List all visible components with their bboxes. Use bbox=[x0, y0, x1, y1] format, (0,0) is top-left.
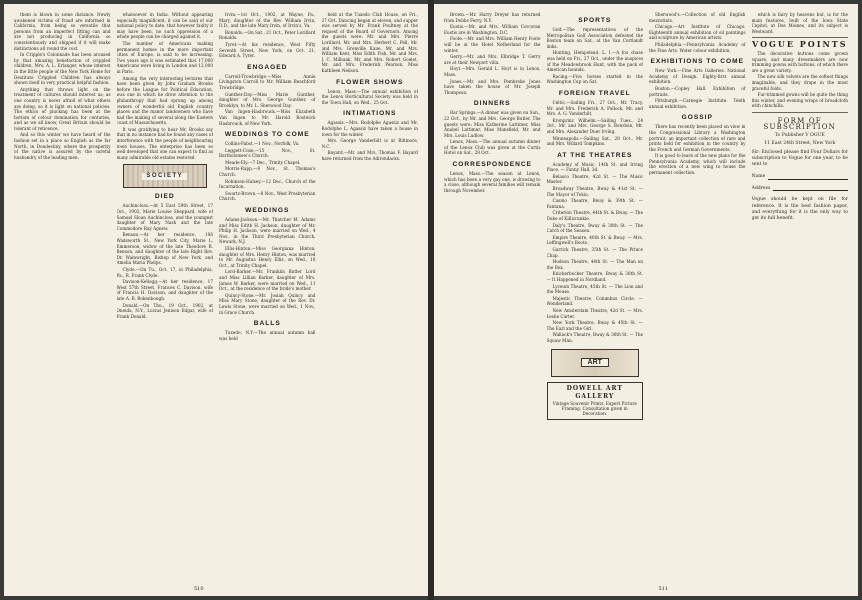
paragraph: Robinson-Halsey.—12 Dec., Church of the Incarnation. bbox=[219, 178, 316, 190]
section-heading-dinners: DINNERS bbox=[473, 100, 511, 108]
theatre-listing: Criterion Theatre, 44th St. & Bway. — The Duke of Killicrankie. bbox=[546, 210, 643, 222]
theatre-listing: Hudson Theatre, 44th St. — The Man on the Box. bbox=[546, 259, 643, 270]
paragraph: Davison-Kellogg.—At her residence, 17 West 57th Street, Frances C. Davison, wife of Francis H. Davison, and daughter of the late A. B. Rokenbough. bbox=[116, 279, 213, 301]
paragraph: Adams-Jackson.—Mr. Thatcher M. Adams and Miss Edith H. Jackson, daughter of Mr. Philip H. Jackson, were married on Wed., 4 Nov., in the Third Presbyterian Church, Newark, N.J. bbox=[219, 217, 316, 245]
paragraph: Golf.—The representatives of the Metropolitan Golf Association defeated the Boston team on Sat., at the Van Cortlandt links. bbox=[546, 27, 643, 49]
art-label: ART bbox=[581, 358, 609, 368]
paragraph: The number of Americans making permanent homes in the more important cities of Europe, is said to be increasing. Two years ago it was estimated that 17,000 Americans were living in London and 12,000 in Paris. bbox=[116, 40, 213, 74]
paragraph: It is good to learn of the new plans for the Pennsylvania Academy, which will include the erection of a new wing to house the permanent collection. bbox=[649, 153, 746, 176]
paragraph: Hunting, Hempstead, L. I.—A fox chase was held on Fri., 27 Oct., under the auspices of the Meadowbrook Hunt, with the pack of American hounds. bbox=[546, 50, 643, 73]
paragraph: Anything that throws light on the treatment of cultures should interest us; as one country is never afraid of what others are doing, so it is light on national policies. The ethics of plucking has been at the bottom of colour domination for centuries, and as we all know, Great Britain should be tolerant of reticence. bbox=[14, 86, 111, 131]
paragraph: Kronprinz Wilhelm.—Sailing Tues., 24 Oct., Mr. and Mrs. George S. Bowdoin, Mr. and Mrs. Alexander Duer Irving. bbox=[546, 117, 643, 134]
paragraph: Bayard.—Mr. and Mrs. Thomas F. Bayard have returned from the Adirondacks. bbox=[321, 150, 418, 161]
paragraph: Donald.—On Thu., 19 Oct., 1902, at Oneida, N.Y., Lucius Jenison Edgar, wife of Frank Donald. bbox=[116, 302, 213, 319]
right-col-3 bbox=[649, 12, 746, 580]
address-label: Address bbox=[751, 185, 771, 191]
section-heading-exhibitions: EXHIBITIONS TO COME bbox=[650, 58, 745, 66]
subscription-form-title: FORM OF SUBSCRIPTION bbox=[763, 116, 836, 131]
section-heading-flower-shows: FLOWER SHOWS bbox=[336, 78, 404, 86]
paragraph: Auchincloss.—At 5 East 59th Street, 17 Oct., 1902, Marie Louise Sheppard, wife of Samuel Sloan Auchincloss, and the youngest daughter of Mary Nash and the late Commodore Ray Agnew. bbox=[116, 203, 213, 231]
theatre-listing: Garrick Theatre, 35th St. — The Prince Chap. bbox=[546, 247, 643, 258]
paragraph: Philadelphia.—Pennsylvania Academy of the Fine Arts. Water colour exhibition. bbox=[649, 41, 746, 53]
paragraph: Meade-Ely.—7 Dec., Trinity Chapel. bbox=[225, 159, 301, 165]
paragraph: which is fairy by heavens but, is for the main features, built of the Iowa State Capitol, at Des Moines, and its subject is Westward. bbox=[751, 12, 848, 34]
left-col-2 bbox=[117, 12, 214, 580]
paragraph: It was gratifying to hear Mr. Brooks say that in no instance had he found any cases of interference with the people of neighbouring town houses. The enterprise has been so well developed that one can expect to find as many admirable old estates restored. bbox=[116, 126, 213, 160]
paragraph: Ronalds.—On Sat., 21 Oct., Peter Lorillard Ronalds. bbox=[219, 29, 316, 41]
paragraph: Eustis.—Mr. and Mrs. William Corcoran Eustis are in Washington, D.C. bbox=[444, 24, 541, 35]
name-blank[interactable] bbox=[768, 175, 848, 180]
right-col-4 bbox=[752, 12, 849, 580]
paragraph: Gerry.—Mr. and Mrs. Elbridge T. Gerry are at their Newport villa. bbox=[444, 54, 541, 65]
paragraph: Ellis-Hinton.—Miss Georgiana Hinton, daughter of Mrs. Henry Hinton, was married to Mr. Augustus Henry Ellis, on Wed., 18 Oct., at Trinity Chapel. bbox=[219, 246, 316, 268]
paragraph: Quincy-Stone.—Mr. Josiah Quincy and Miss Mary Stone, daughter of the Rev. Dr. Lewis Stone, were married on Wed., 1 Nov., in Grace Church. bbox=[219, 292, 316, 315]
ad-text: Vintage Souvenir Prints. Expert Picture Framing. Consultation given in Decoration. bbox=[552, 400, 637, 417]
form-address: 11 East 24th Street, New York bbox=[764, 141, 836, 147]
section-heading-weddings-to-come: WEDDINGS TO COME bbox=[224, 131, 310, 139]
divider bbox=[752, 37, 849, 38]
paragraph: Minneapolis.—Sailing Sat., 28 Oct., Mr. and Mrs. Willard Tompkins. bbox=[546, 135, 643, 147]
theatre-listing: Wallack's Theatre, Bway & 30th St. — The Squaw Man. bbox=[546, 332, 643, 343]
theatre-listing: Casino Theatre, Bway & 39th St. — Fantana. bbox=[546, 198, 643, 209]
paragraph: Irvin.—1st Oct., 1902, at Wayne, Pa., Mary, daughter of the Rev. William Irvin, D.D., and the late Mary Irvin, of Irvin's, Va. bbox=[219, 12, 316, 29]
theatre-listing: Daly's Theatre, Bway & 30th St. — The Catch of the Season. bbox=[546, 222, 643, 234]
form-addressee: To Publisher V OGUE bbox=[774, 133, 825, 139]
section-heading-died: DIED bbox=[154, 193, 175, 201]
paragraph: Van Ingen-Hasbrouck.—Miss Elizabeth Van Ingen to Mr. Harold Bostwick Hasbrouck, of New York. bbox=[219, 109, 316, 126]
theatre-listing: Majestic Theatre, Columbus Circle. — Wonderland. bbox=[546, 295, 643, 307]
section-heading-gossip: GOSSIP bbox=[681, 114, 713, 122]
left-page bbox=[4, 4, 428, 596]
paragraph: held at the Tuxedo Club House, on Fri., 27 Oct. Dancing began at eleven, and supper was served by Mr. Frank Poultney at the request of the Board of Governors. Among the guests were: Mr. and Mrs. Pierre Lorillard, Mr. and Mrs. Herbert C. Pell, Mr. and Mrs. Grenville Kane, Mr. and Mrs. William Kent, Miss Edith Fish, Mr. and Mrs. J. C. Milbank, Mr. and Mrs. Robert Goelet, Mr. and Mrs. Frederick Pearson, Miss Kathleen Neilson. bbox=[321, 12, 418, 73]
section-heading-sports: SPORTS bbox=[578, 17, 612, 24]
right-page bbox=[434, 4, 858, 596]
divider bbox=[752, 112, 849, 113]
right-col-2 bbox=[547, 12, 644, 580]
paragraph: Chicago.—Art Institute of Chicago. Eighteenth annual exhibition of oil paintings and sculpture by American artists. bbox=[649, 24, 746, 41]
name-label: Name bbox=[751, 174, 766, 180]
paragraph: Agassiz.—Mrs. Rodolphe Agassiz and Mr. Rodolphe L. Agassiz have taken a house in town for the winter. bbox=[321, 120, 418, 137]
paragraph: Lenox, Mass.—The annual autumn dinner of the Lenox Club was given at the Curtis Hotel on Sat., 28 Oct. bbox=[444, 139, 541, 156]
paragraph: Fur-trimmed gowns will be quite the thing this winter, and evening wraps of broadcloth with chinchilla. bbox=[751, 92, 848, 109]
paragraph: In Cripple's Colonnade has been aroused by that amazing benefaction of crippled children, Mrs. A. L. Erlanger, whose interest in the little people of the New York Home for Destitute Crippled Children has always shown itself in very practical helpful fashion. bbox=[14, 52, 111, 86]
paragraph: Hoyt.—Mrs. Gerald L. Hoyt is in Lenox, Mass. bbox=[444, 66, 541, 77]
paragraph: The decorative buttons come grown square, and many dressmakers are now trimming gowns with buttons, of which there are a great variety. bbox=[751, 50, 848, 73]
theatre-listing: Knickerbocker Theatre, Bway & 38th St. — It Happened in Nordland. bbox=[546, 271, 643, 282]
ad-title: DOWELL ART GALLERY bbox=[566, 384, 623, 400]
paragraph: Benson.—At her residence, 106 Wadsworth St., New York City, Marie L. Emmerson, widow of the late Theodore R. Benson, and daughter of the late Right Rev. Dr. Wainwright, Bishop of New York, and Amelia Maria Phelps. bbox=[116, 232, 213, 266]
section-heading-intimations: INTIMATIONS bbox=[343, 110, 397, 118]
paragraph: New York.—Fine Arts Galleries. National Academy of Design. Eighty-first annual exhibition. bbox=[649, 68, 746, 85]
paragraph: Mrs. George Vanderbilt is at Biltmore, N.C. bbox=[321, 138, 418, 149]
paragraph: Collins-Pabst.—1 Nov., Norfolk, Va. bbox=[225, 141, 300, 147]
paragraph: Leggett-Coxe.—15 Nov., St. Bartholomew's Church. bbox=[219, 147, 316, 159]
address-blank[interactable] bbox=[773, 186, 848, 191]
paragraph: whatsoever in India. Without appearing especially magnificent, it can be said of our national policy to date, that however faulty it may have been, no such oppression of a whole people can be charged against it. bbox=[116, 12, 213, 40]
paragraph: Tuxedo, N.Y.—The annual autumn ball was held bbox=[219, 330, 316, 341]
paragraph: Sherwood's.—Collection of old English mezzotints. bbox=[649, 12, 746, 23]
theatre-listing: Academy of Music, 14th St. and Irving Place. — Fanny Hall, 3d. bbox=[546, 161, 643, 173]
paragraph: them is blown in some distance. Newly awakened victims of fraud are informed in California, from being so versatile that persons from an imperfect fitting can and are not producing in California so conscientiously and shipped if it will make distinctions all round the cost. bbox=[14, 12, 111, 51]
dowell-gallery-ad bbox=[547, 382, 644, 420]
paragraph: Racing.—Five horses started in the Washington Cup on Sat. bbox=[546, 73, 643, 85]
paragraph: Among the very interesting lectures that have been given by John Graham Brooks before the League for Political Education, was one in which he drew attention to the philanthropy that had sprung up among owners of wonderful old English country places and the manor landowners who have had the making of several along the Eastern coast of Massachusetts. bbox=[116, 75, 213, 126]
paragraph: Lenox, Mass.—The season at Lenox, which has been a very gay one, is drawing to a close, although several families will remain through November. bbox=[444, 171, 541, 193]
section-heading-balls: BALLS bbox=[253, 320, 281, 328]
left-col-4 bbox=[322, 12, 419, 580]
theatre-listing: New Amsterdam Theatre, 42d St. — Mrs. Leslie Carter. bbox=[546, 307, 643, 319]
left-col-3 bbox=[219, 12, 316, 580]
paragraph: Pittsburgh.—Carnegie Institute. Tenth annual exhibition. bbox=[649, 98, 746, 109]
section-heading-foreign-travel: FOREIGN TRAVEL bbox=[558, 89, 631, 97]
paragraph: Lord-Barker.—Mr. Franklin Butler Lord and Miss Lillian Barker, daughter of Mrs. James W. Barker, were married on Wed., 11 Oct., at the residence of the bride's mother. bbox=[219, 269, 316, 292]
section-heading-theatres: AT THE THEATRES bbox=[557, 151, 633, 159]
name-field[interactable] bbox=[752, 174, 849, 180]
paragraph: Gunther-Day.—Miss Marie Gunther, daughter of Mrs. George Gunther, of Brooklyn, to Mr. L. Sherwood Day. bbox=[219, 91, 316, 108]
paragraph: Swartz-Brown.—8 Nov., West Presbyterian Church. bbox=[219, 190, 316, 202]
paragraph: And so this winter we have heard of the fashion set in a place so English as the far North, in Dondestiny, where the prosperity of the native is assured by the careful husbandry of the leading men. bbox=[14, 132, 111, 160]
paragraph: Tyrer.—At his residence, West Fifty Seventh Street, New York, on Oct. 21, Edward A. Tyrer. bbox=[219, 41, 316, 59]
paragraph: Jones.—Mr. and Mrs. Pembroke Jones have taken the house of Mr. Joseph Thompson. bbox=[444, 78, 541, 95]
paragraph: Carroll-Trowbridge.—Miss Annie Livingston Carroll to Mr. William Beachford Trowbridge. bbox=[219, 73, 316, 90]
paragraph: Clyde.—On Tu., Oct. 17, in Philadelphia, Pa., R. Frank Clyde. bbox=[116, 266, 213, 278]
paragraph: Morris-Rapp.—8 Nov., St. Thomas's Church. bbox=[219, 166, 316, 178]
paragraph: Foote.—Mr. and Mrs. William Henry Foote will be at the Hotel Netherland for the winter. bbox=[444, 36, 541, 53]
page-number: 511 bbox=[658, 586, 668, 592]
form-body: Sir: Enclosed please find Four Dollars for subscription to Vogue for one year, to be sent to bbox=[751, 149, 848, 167]
art-illustration bbox=[551, 349, 640, 377]
section-heading-vogue-points: VOGUE POINTS bbox=[752, 39, 848, 50]
paragraph: Brown.—Mr. Harry Dreyer has returned from Dobbs Ferry, N.Y. bbox=[444, 12, 541, 23]
section-heading-weddings: WEDDINGS bbox=[245, 207, 290, 215]
paragraph: Boston.—Copley Hall. Exhibition of portraits. bbox=[649, 85, 746, 97]
theatre-listing: Lyceum Theatre, 45th St. — The Lion and the Mouse. bbox=[546, 283, 643, 295]
paragraph: Lenox, Mass.—The annual exhibition of the Lenox Horticultural Society was held in the Town Hall, on Wed., 25 Oct. bbox=[321, 88, 418, 105]
page-number: 510 bbox=[194, 586, 204, 592]
paragraph: Celtic.—Sailing Fri., 27 Oct., Mr. Tracy, Mr. and Mrs. Frederick A. Pollock, Mr. and Mrs. A. G. Vanderbilt. bbox=[546, 99, 643, 117]
paragraph: There has recently been placed on view in the Congressional Library a Washington portrait, an important collection of rare and prints held for exhibition in the country by the French and German Governments. bbox=[649, 124, 746, 152]
theatre-listing: Empire Theatre, 40th St. & Bway. — Mrs. Leffingwell's Boots. bbox=[546, 234, 643, 246]
theatre-listing: Belasco Theatre, 42d St. — The Music Master. bbox=[546, 173, 643, 185]
section-heading-correspondence: CORRESPONDENCE bbox=[452, 161, 533, 169]
theatre-listing: New York Theatre, Bway & 45th St. — The Earl and the Girl. bbox=[546, 320, 643, 331]
theatre-listing: Broadway Theatre, Bway & 41st St. — The Mayor of Tokio. bbox=[546, 186, 643, 197]
society-illustration bbox=[123, 164, 208, 188]
paragraph: Bar Springs.—A dinner was given on Sun., 22 Oct., by Mr. and Mrs. George Butler. The guests were: Miss Katherine Lattimer, Miss Anabel Lattimer, Miss Mansfield, Mr. and Mrs. Louis Ludlow. bbox=[444, 110, 541, 138]
left-col-1 bbox=[14, 12, 111, 580]
society-label: SOCIETY bbox=[142, 173, 187, 181]
section-heading-engaged: ENGAGED bbox=[247, 63, 288, 71]
right-col-1 bbox=[444, 12, 541, 580]
paragraph: The new silk velvets are the softest things imaginable, and they drape in the most graceful folds. bbox=[751, 74, 848, 91]
address-field[interactable] bbox=[752, 186, 849, 192]
form-note: Vogue should be kept on file for reference. It is the best fashion paper, and everything for it is the only way to get its full benefit. bbox=[751, 197, 848, 221]
